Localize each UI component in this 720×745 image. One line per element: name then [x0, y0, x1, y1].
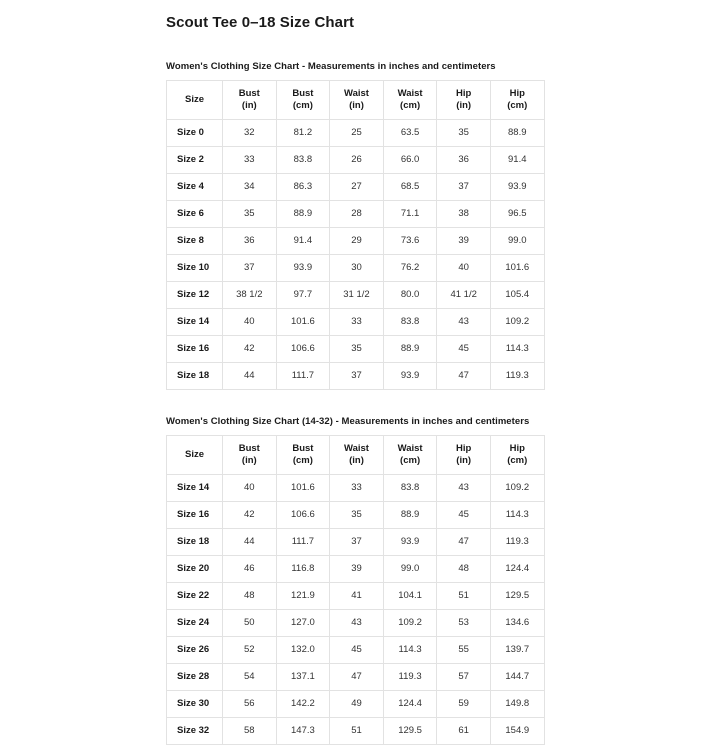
column-header-label: Hip — [456, 443, 472, 455]
cell: 43 — [330, 610, 384, 637]
table-body-1 — [167, 475, 545, 745]
cell: 91.4 — [490, 147, 544, 174]
cell: 28 — [330, 201, 384, 228]
cell: 91.4 — [276, 228, 330, 255]
cell: 132.0 — [276, 637, 330, 664]
column-header-hip-in — [437, 436, 491, 475]
cell: 127.0 — [276, 610, 330, 637]
cell: 111.7 — [276, 529, 330, 556]
column-header-label: Hip — [456, 88, 472, 100]
table-header-row — [167, 81, 545, 120]
cell: 105.4 — [490, 282, 544, 309]
cell: 33 — [223, 147, 277, 174]
table-row — [167, 228, 545, 255]
table-row — [167, 475, 545, 502]
column-header-label: Waist — [397, 443, 423, 455]
column-header-label: Bust — [292, 88, 314, 100]
cell: 35 — [330, 502, 384, 529]
row-header: Size 0 — [167, 120, 223, 147]
cell: 104.1 — [383, 583, 437, 610]
cell: 88.9 — [383, 502, 437, 529]
cell: 36 — [223, 228, 277, 255]
column-header-label: Waist — [343, 443, 369, 455]
cell: 114.3 — [490, 336, 544, 363]
table-row — [167, 174, 545, 201]
cell: 59 — [437, 691, 491, 718]
cell: 30 — [330, 255, 384, 282]
row-header: Size 30 — [167, 691, 223, 718]
column-header-bust-in — [223, 81, 277, 120]
cell: 101.6 — [276, 309, 330, 336]
row-header: Size 18 — [167, 363, 223, 390]
cell: 66.0 — [383, 147, 437, 174]
column-header-hip-in — [437, 81, 491, 120]
cell: 41 — [330, 583, 384, 610]
size-chart-section-1 — [0, 416, 720, 745]
table-row — [167, 282, 545, 309]
cell: 124.4 — [490, 556, 544, 583]
cell: 83.8 — [383, 475, 437, 502]
cell: 45 — [437, 336, 491, 363]
cell: 106.6 — [276, 502, 330, 529]
table-header-row — [167, 436, 545, 475]
cell: 41 1/2 — [437, 282, 491, 309]
row-header: Size 20 — [167, 556, 223, 583]
cell: 81.2 — [276, 120, 330, 147]
cell: 42 — [223, 336, 277, 363]
cell: 53 — [437, 610, 491, 637]
cell: 48 — [437, 556, 491, 583]
page-title: Scout Tee 0–18 Size Chart — [166, 14, 355, 31]
row-header: Size 26 — [167, 637, 223, 664]
row-header: Size 16 — [167, 336, 223, 363]
column-header-label: Hip — [509, 88, 525, 100]
cell: 37 — [330, 363, 384, 390]
cell: 51 — [330, 718, 384, 745]
column-header-unit: (cm) — [292, 455, 313, 466]
cell: 47 — [437, 363, 491, 390]
cell: 88.9 — [490, 120, 544, 147]
row-header: Size 32 — [167, 718, 223, 745]
cell: 32 — [223, 120, 277, 147]
column-header-hip-cm — [490, 81, 544, 120]
cell: 68.5 — [383, 174, 437, 201]
cell: 43 — [437, 309, 491, 336]
row-header: Size 18 — [167, 529, 223, 556]
column-header-size — [167, 436, 223, 475]
size-table-0 — [166, 80, 545, 390]
column-header-label: Size — [184, 94, 204, 106]
cell: 109.2 — [383, 610, 437, 637]
cell: 33 — [330, 475, 384, 502]
cell: 38 — [437, 201, 491, 228]
cell: 71.1 — [383, 201, 437, 228]
table-row — [167, 583, 545, 610]
column-header-label: Waist — [397, 88, 423, 100]
cell: 36 — [437, 147, 491, 174]
cell: 44 — [223, 529, 277, 556]
column-header-label: Bust — [238, 88, 260, 100]
cell: 88.9 — [383, 336, 437, 363]
cell: 83.8 — [276, 147, 330, 174]
cell: 35 — [330, 336, 384, 363]
cell: 137.1 — [276, 664, 330, 691]
column-header-waist-cm — [383, 81, 437, 120]
row-header: Size 8 — [167, 228, 223, 255]
cell: 147.3 — [276, 718, 330, 745]
cell: 93.9 — [276, 255, 330, 282]
column-header-unit: (cm) — [292, 100, 313, 111]
cell: 99.0 — [383, 556, 437, 583]
cell: 42 — [223, 502, 277, 529]
column-header-unit: (cm) — [507, 455, 528, 466]
column-header-unit: (in) — [241, 455, 257, 466]
row-header: Size 10 — [167, 255, 223, 282]
cell: 34 — [223, 174, 277, 201]
cell: 119.3 — [490, 529, 544, 556]
cell: 101.6 — [490, 255, 544, 282]
cell: 109.2 — [490, 475, 544, 502]
row-header: Size 2 — [167, 147, 223, 174]
table-row — [167, 610, 545, 637]
cell: 80.0 — [383, 282, 437, 309]
cell: 93.9 — [383, 363, 437, 390]
cell: 37 — [330, 529, 384, 556]
cell: 73.6 — [383, 228, 437, 255]
cell: 45 — [330, 637, 384, 664]
cell: 40 — [437, 255, 491, 282]
column-header-waist-cm — [383, 436, 437, 475]
cell: 83.8 — [383, 309, 437, 336]
table-row — [167, 556, 545, 583]
column-header-label: Bust — [238, 443, 260, 455]
cell: 106.6 — [276, 336, 330, 363]
row-header: Size 14 — [167, 309, 223, 336]
cell: 119.3 — [490, 363, 544, 390]
table-row — [167, 718, 545, 745]
column-header-unit: (cm) — [400, 100, 421, 111]
column-header-unit: (in) — [349, 100, 364, 111]
cell: 43 — [437, 475, 491, 502]
cell: 96.5 — [490, 201, 544, 228]
cell: 134.6 — [490, 610, 544, 637]
cell: 119.3 — [383, 664, 437, 691]
cell: 88.9 — [276, 201, 330, 228]
table-row — [167, 201, 545, 228]
column-header-unit: (in) — [349, 455, 364, 466]
cell: 39 — [437, 228, 491, 255]
cell: 35 — [437, 120, 491, 147]
cell: 121.9 — [276, 583, 330, 610]
cell: 76.2 — [383, 255, 437, 282]
cell: 86.3 — [276, 174, 330, 201]
cell: 55 — [437, 637, 491, 664]
row-header: Size 4 — [167, 174, 223, 201]
column-header-bust-in — [223, 436, 277, 475]
row-header: Size 14 — [167, 475, 223, 502]
table-caption-1: Women's Clothing Size Chart (14-32) - Measurements in inches and centimeters — [166, 416, 530, 427]
cell: 49 — [330, 691, 384, 718]
cell: 93.9 — [490, 174, 544, 201]
cell: 93.9 — [383, 529, 437, 556]
cell: 39 — [330, 556, 384, 583]
cell: 33 — [330, 309, 384, 336]
cell: 139.7 — [490, 637, 544, 664]
column-header-label: Waist — [343, 88, 369, 100]
column-header-unit: (cm) — [507, 100, 528, 111]
row-header: Size 24 — [167, 610, 223, 637]
cell: 99.0 — [490, 228, 544, 255]
column-header-unit: (in) — [241, 100, 257, 111]
cell: 31 1/2 — [330, 282, 384, 309]
column-header-label: Hip — [509, 443, 525, 455]
table-row — [167, 336, 545, 363]
cell: 37 — [437, 174, 491, 201]
table-row — [167, 363, 545, 390]
cell: 27 — [330, 174, 384, 201]
cell: 40 — [223, 309, 277, 336]
table-row — [167, 637, 545, 664]
cell: 111.7 — [276, 363, 330, 390]
column-header-unit: (cm) — [400, 455, 421, 466]
cell: 109.2 — [490, 309, 544, 336]
column-header-bust-cm — [276, 436, 330, 475]
table-row — [167, 664, 545, 691]
table-row — [167, 691, 545, 718]
cell: 116.8 — [276, 556, 330, 583]
cell: 61 — [437, 718, 491, 745]
column-header-waist-in — [330, 81, 384, 120]
cell: 144.7 — [490, 664, 544, 691]
cell: 54 — [223, 664, 277, 691]
cell: 149.8 — [490, 691, 544, 718]
cell: 56 — [223, 691, 277, 718]
cell: 114.3 — [383, 637, 437, 664]
table-row — [167, 529, 545, 556]
column-header-unit: (in) — [456, 100, 472, 111]
cell: 52 — [223, 637, 277, 664]
table-row — [167, 147, 545, 174]
cell: 44 — [223, 363, 277, 390]
cell: 46 — [223, 556, 277, 583]
cell: 124.4 — [383, 691, 437, 718]
column-header-label: Bust — [292, 443, 314, 455]
cell: 129.5 — [383, 718, 437, 745]
row-header: Size 6 — [167, 201, 223, 228]
column-header-size — [167, 81, 223, 120]
cell: 154.9 — [490, 718, 544, 745]
cell: 37 — [223, 255, 277, 282]
table-row — [167, 120, 545, 147]
cell: 101.6 — [276, 475, 330, 502]
cell: 48 — [223, 583, 277, 610]
cell: 38 1/2 — [223, 282, 277, 309]
cell: 35 — [223, 201, 277, 228]
cell: 25 — [330, 120, 384, 147]
cell: 26 — [330, 147, 384, 174]
cell: 58 — [223, 718, 277, 745]
column-header-label: Size — [184, 449, 204, 461]
cell: 142.2 — [276, 691, 330, 718]
cell: 47 — [437, 529, 491, 556]
table-caption-0: Women's Clothing Size Chart - Measurements in inches and centimeters — [166, 61, 496, 72]
cell: 51 — [437, 583, 491, 610]
cell: 40 — [223, 475, 277, 502]
table-row — [167, 502, 545, 529]
column-header-unit: (in) — [456, 455, 472, 466]
cell: 57 — [437, 664, 491, 691]
table-row — [167, 309, 545, 336]
cell: 114.3 — [490, 502, 544, 529]
row-header: Size 22 — [167, 583, 223, 610]
row-header: Size 12 — [167, 282, 223, 309]
cell: 47 — [330, 664, 384, 691]
table-body-0 — [167, 120, 545, 390]
cell: 29 — [330, 228, 384, 255]
cell: 45 — [437, 502, 491, 529]
size-chart-section-0 — [0, 61, 720, 390]
column-header-bust-cm — [276, 81, 330, 120]
cell: 97.7 — [276, 282, 330, 309]
cell: 63.5 — [383, 120, 437, 147]
row-header: Size 28 — [167, 664, 223, 691]
column-header-waist-in — [330, 436, 384, 475]
table-header-0 — [167, 81, 545, 120]
cell: 50 — [223, 610, 277, 637]
table-row — [167, 255, 545, 282]
row-header: Size 16 — [167, 502, 223, 529]
cell: 129.5 — [490, 583, 544, 610]
column-header-hip-cm — [490, 436, 544, 475]
size-table-1 — [166, 435, 545, 745]
table-header-1 — [167, 436, 545, 475]
